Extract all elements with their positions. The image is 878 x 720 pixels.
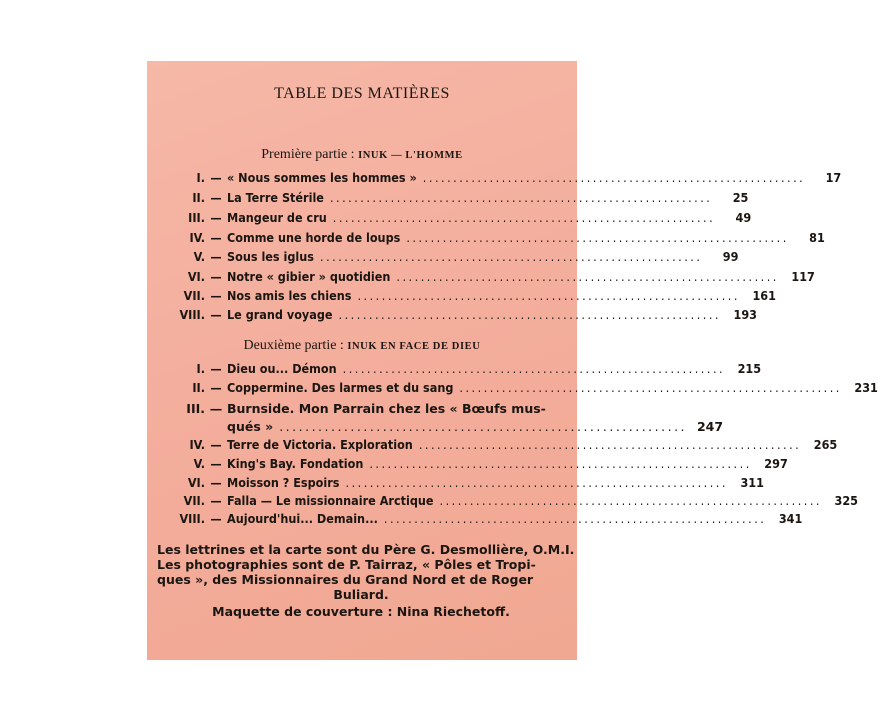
book-page [147, 61, 878, 660]
toc-entry: I. — Dieu ou... Démon ............................................................... 215 [196, 361, 762, 376]
toc-entry-multiline: III. — Burnside. Mon Parrain chez les « Bœufs mus- qués » ............................................................... 247 [186, 401, 724, 434]
part2-subtitle: INUK EN FACE DE DIEU [347, 341, 481, 352]
toc-entry: II. — La Terre Stérile ............................................................... 25 [192, 190, 749, 205]
toc-entry: V. — Sous les iglus ............................................................... 99 [193, 249, 739, 264]
part1-subtitle: INUK — L'HOMME [358, 150, 463, 161]
part2-heading [147, 338, 577, 354]
part1-label: Première partie : [261, 147, 355, 162]
part1-heading [147, 147, 577, 163]
toc-entry: VI. — Moisson ? Espoirs ............................................................... 311 [187, 475, 764, 490]
toc-entry: IV. — Terre de Victoria. Exploration ............................................................... 265 [189, 437, 838, 452]
part2-label: Deuxième partie : [243, 338, 344, 353]
credits-line: Buliard. [333, 587, 389, 602]
toc-entry: VI. — Notre « gibier » quotidien ............................................................... 117 [187, 269, 815, 284]
toc-entry: VIII. — Le grand voyage ............................................................... 193 [179, 307, 757, 322]
credits-line: Les photographies sont de P. Tairraz, « Pôles et Tropi- [157, 557, 536, 572]
toc-entry: III. — Mangeur de cru ............................................................... 49 [188, 210, 752, 225]
toc-entry: II. — Coppermine. Des larmes et du sang ............................................................... 231 [192, 380, 878, 395]
toc-entry: VII. — Nos amis les chiens ............................................................... 161 [183, 288, 776, 303]
toc-entry: VIII. — Aujourd'hui... Demain... ............................................................... 341 [179, 511, 803, 526]
cover-credit: Maquette de couverture : Nina Riechetoff. [212, 604, 510, 619]
credits-line: Les lettrines et la carte sont du Père G. Desmollière, O.M.I. [157, 542, 575, 557]
credits-block [157, 542, 575, 619]
toc-entry: VII. — Falla — Le missionnaire Arctique ............................................................... 325 [183, 493, 858, 508]
toc-entry: V. — King's Bay. Fondation ............................................................... 297 [193, 456, 788, 471]
toc-entry: I. — « Nous sommes les hommes » ............................................................... 17 [196, 170, 842, 185]
toc-entry: IV. — Comme une horde de loups ............................................................... 81 [189, 230, 825, 245]
credits-line: ques », des Missionnaires du Grand Nord et de Roger [157, 572, 534, 587]
page-title: TABLE DES MATIÈRES [274, 85, 450, 102]
